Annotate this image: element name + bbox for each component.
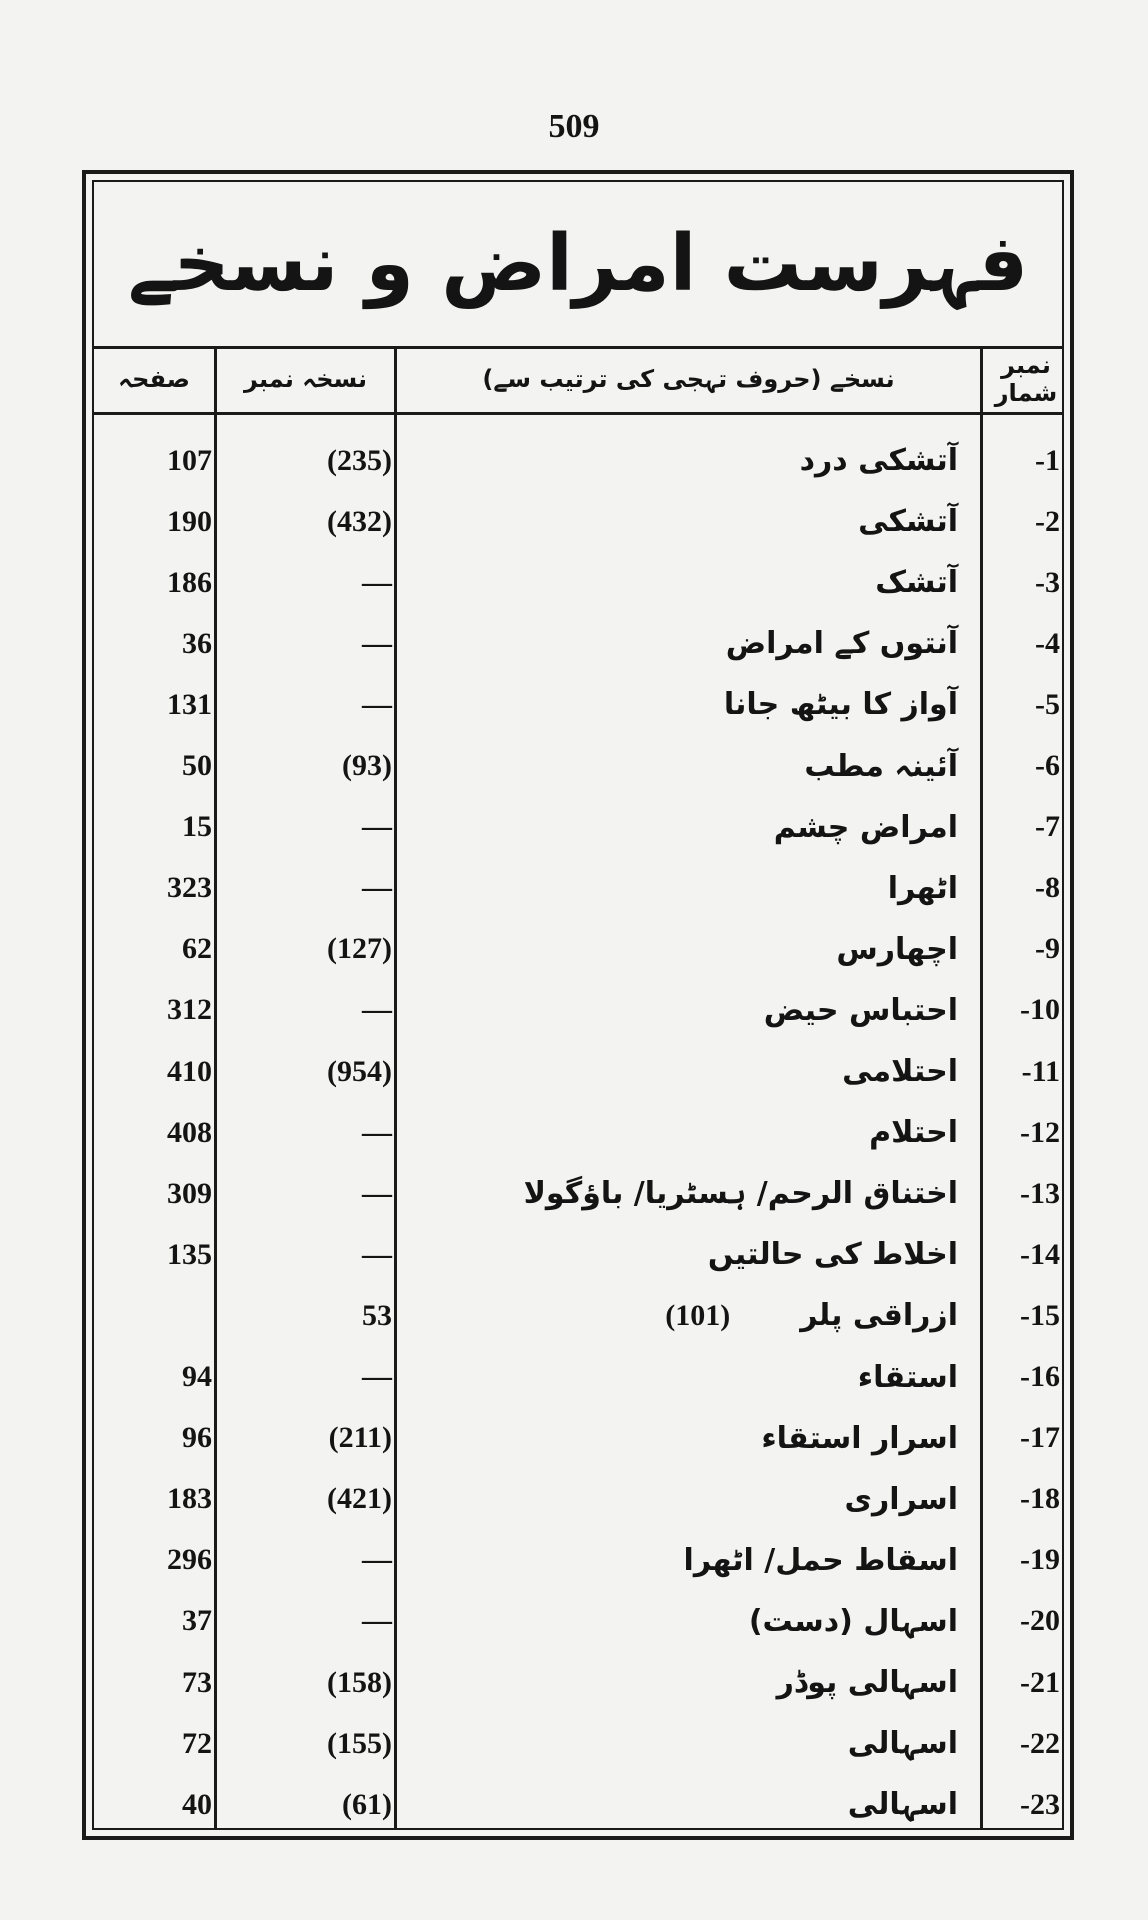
recipe-name: اسہالی پوڈر bbox=[776, 1665, 958, 1700]
recipe-number-cell: — bbox=[362, 993, 392, 1027]
recipe-name: اختناق الرحم/ ہسٹریا/ باؤگولا bbox=[523, 1176, 958, 1212]
recipe-name: احتباس حیض bbox=[763, 992, 958, 1028]
recipe-name-cell bbox=[404, 1102, 958, 1163]
serial-cell: -5 bbox=[1035, 687, 1060, 721]
table-row bbox=[94, 552, 1062, 613]
page-cell: 73 bbox=[182, 1665, 212, 1699]
recipe-number-cell: — bbox=[362, 871, 392, 905]
page-cell: 72 bbox=[182, 1726, 212, 1760]
header-recipes: نسخے (حروف تہجی کی ترتیب سے) bbox=[482, 365, 895, 393]
recipe-number-cell: (235) bbox=[327, 443, 392, 477]
recipe-number-cell: (954) bbox=[327, 1054, 392, 1088]
page-cell: 183 bbox=[167, 1482, 212, 1516]
serial-cell: -9 bbox=[1035, 932, 1060, 966]
table-row bbox=[94, 797, 1062, 858]
table-row bbox=[94, 736, 1062, 797]
recipe-name-extra: (101) bbox=[665, 1298, 731, 1332]
recipe-number-cell: (155) bbox=[327, 1726, 392, 1760]
recipe-name: اسقاط حمل/ اٹھرا bbox=[683, 1542, 958, 1578]
table-row bbox=[94, 1591, 1062, 1652]
serial-cell: -1 bbox=[1035, 443, 1060, 477]
page-cell: 131 bbox=[167, 687, 212, 721]
page-cell: 37 bbox=[182, 1604, 212, 1638]
table-row bbox=[94, 1102, 1062, 1163]
recipe-name-cell bbox=[404, 1408, 958, 1469]
serial-cell: -23 bbox=[1020, 1787, 1060, 1821]
recipe-number-cell: (211) bbox=[328, 1421, 392, 1455]
table-row bbox=[94, 674, 1062, 735]
table-row bbox=[94, 858, 1062, 919]
recipe-number-cell: (93) bbox=[342, 749, 392, 782]
serial-cell: -22 bbox=[1020, 1726, 1060, 1760]
recipe-name: اسراری bbox=[844, 1481, 958, 1517]
recipe-name-cell bbox=[404, 797, 958, 858]
header-recipe-number: نسخہ نمبر bbox=[244, 365, 367, 393]
recipe-name-cell bbox=[404, 1041, 958, 1102]
recipe-name-cell bbox=[404, 1774, 958, 1835]
page-cell: 15 bbox=[182, 810, 212, 844]
serial-cell: -18 bbox=[1020, 1482, 1060, 1516]
recipe-number-cell: (127) bbox=[327, 932, 392, 966]
serial-cell: -10 bbox=[1020, 993, 1060, 1027]
table-row bbox=[94, 1347, 1062, 1408]
table-row bbox=[94, 1652, 1062, 1713]
serial-cell: -8 bbox=[1035, 871, 1060, 905]
page-cell: 323 bbox=[167, 871, 212, 905]
serial-cell: -13 bbox=[1020, 1176, 1060, 1210]
recipe-name-cell bbox=[404, 552, 958, 613]
table-row bbox=[94, 491, 1062, 552]
recipe-name: ازراقی پلر bbox=[800, 1298, 958, 1334]
serial-cell: -20 bbox=[1020, 1604, 1060, 1638]
index-frame bbox=[82, 170, 1074, 1840]
recipe-name: احتلام bbox=[869, 1115, 958, 1151]
recipe-number-cell: — bbox=[362, 1543, 392, 1577]
recipe-name: آتشکی bbox=[858, 504, 958, 540]
recipe-name-cell bbox=[404, 858, 958, 919]
recipe-number-cell: — bbox=[362, 687, 392, 721]
recipe-name-cell bbox=[404, 919, 958, 980]
serial-cell: -19 bbox=[1020, 1543, 1060, 1577]
page-cell: 36 bbox=[182, 626, 212, 660]
serial-cell: -12 bbox=[1020, 1115, 1060, 1149]
recipe-number-cell: (432) bbox=[327, 504, 392, 538]
serial-cell: -11 bbox=[1021, 1054, 1060, 1088]
table-row bbox=[94, 1713, 1062, 1774]
recipe-name: آنتوں کے امراض bbox=[725, 626, 958, 662]
serial-cell: -21 bbox=[1020, 1665, 1060, 1699]
recipe-name-cell bbox=[404, 491, 958, 552]
title-box bbox=[94, 182, 1062, 349]
table-row bbox=[94, 613, 1062, 674]
recipe-number-cell: — bbox=[362, 810, 392, 844]
serial-cell: -3 bbox=[1035, 565, 1060, 599]
recipe-name: امراض چشم bbox=[773, 809, 958, 845]
recipe-name: اسرار استقاء bbox=[761, 1420, 958, 1456]
index-table bbox=[94, 346, 1062, 1828]
recipe-name-cell bbox=[404, 980, 958, 1041]
recipe-name-cell bbox=[404, 1652, 958, 1713]
recipe-name-cell bbox=[404, 1530, 958, 1591]
page-cell: 410 bbox=[167, 1054, 212, 1088]
recipe-number-cell: 53 bbox=[362, 1298, 392, 1332]
recipe-name: اسہالی bbox=[847, 1787, 958, 1823]
recipe-name: آئینہ مطب bbox=[804, 748, 958, 784]
index-inner-frame bbox=[92, 180, 1064, 1830]
recipe-name: اچھارس bbox=[836, 931, 958, 967]
recipe-number-cell: (61) bbox=[342, 1787, 392, 1821]
page-cell: 408 bbox=[167, 1115, 212, 1149]
recipe-name: اخلاط کی حالتیں bbox=[707, 1237, 958, 1273]
recipe-name: استقاء bbox=[857, 1359, 958, 1395]
recipe-name: آتشک bbox=[875, 565, 958, 601]
page-cell bbox=[94, 1285, 212, 1346]
recipe-number-cell: — bbox=[362, 1176, 392, 1210]
page-cell: 135 bbox=[167, 1237, 212, 1271]
table-row bbox=[94, 1041, 1062, 1102]
serial-cell: -7 bbox=[1035, 810, 1060, 844]
recipe-name-cell bbox=[404, 430, 958, 491]
recipe-name-cell bbox=[404, 736, 958, 797]
serial-cell: -4 bbox=[1035, 626, 1060, 660]
page-cell: 296 bbox=[167, 1543, 212, 1577]
recipe-name-cell bbox=[404, 1713, 958, 1774]
header-serial: نمبر شمار bbox=[994, 351, 1058, 407]
recipe-name-cell bbox=[404, 1163, 958, 1224]
page-number: 509 bbox=[548, 108, 600, 145]
recipe-name-cell bbox=[404, 674, 958, 735]
recipe-name: احتلامی bbox=[842, 1054, 958, 1089]
page-cell: 94 bbox=[182, 1360, 212, 1393]
table-row bbox=[94, 1163, 1062, 1224]
header-page: صفحہ bbox=[118, 365, 190, 393]
page-cell: 312 bbox=[167, 993, 212, 1027]
page-cell: 62 bbox=[182, 932, 212, 966]
recipe-number-cell: — bbox=[362, 626, 392, 660]
page-cell: 50 bbox=[182, 749, 212, 782]
serial-cell: -14 bbox=[1020, 1237, 1060, 1271]
table-row bbox=[94, 430, 1062, 491]
table-row bbox=[94, 1285, 1062, 1346]
recipe-number-cell: — bbox=[362, 1604, 392, 1638]
recipe-name-cell bbox=[404, 1224, 958, 1285]
page-cell: 107 bbox=[167, 443, 212, 477]
recipe-number-cell: — bbox=[362, 1237, 392, 1271]
page-cell: 96 bbox=[182, 1421, 212, 1455]
table-row bbox=[94, 1408, 1062, 1469]
table-header-row bbox=[94, 346, 1062, 415]
serial-cell: -15 bbox=[1020, 1298, 1060, 1332]
recipe-number-cell: — bbox=[362, 1115, 392, 1149]
recipe-name: اٹھرا bbox=[887, 870, 958, 906]
table-row bbox=[94, 919, 1062, 980]
table-row bbox=[94, 980, 1062, 1041]
recipe-name-cell bbox=[404, 613, 958, 674]
recipe-name-cell bbox=[404, 1285, 958, 1346]
page-cell: 309 bbox=[167, 1176, 212, 1210]
recipe-name: آواز کا بیٹھ جانا bbox=[723, 687, 958, 723]
table-row bbox=[94, 1469, 1062, 1530]
serial-cell: -2 bbox=[1035, 504, 1060, 538]
page-cell: 190 bbox=[167, 504, 212, 538]
recipe-number-cell: — bbox=[362, 565, 392, 599]
table-row bbox=[94, 1774, 1062, 1835]
table-row bbox=[94, 1530, 1062, 1591]
recipe-number-cell: (421) bbox=[327, 1482, 392, 1516]
recipe-name-cell bbox=[404, 1591, 958, 1652]
recipe-name-cell bbox=[404, 1347, 958, 1408]
recipe-name: آتشکی درد bbox=[799, 443, 958, 478]
recipe-name-cell bbox=[404, 1469, 958, 1530]
recipe-name: اسہالی bbox=[847, 1726, 958, 1762]
recipe-number-cell: (158) bbox=[327, 1665, 392, 1699]
page-title: فہرست امراض و نسخے bbox=[127, 219, 1029, 309]
page-cell: 186 bbox=[167, 565, 212, 599]
table-row bbox=[94, 1224, 1062, 1285]
serial-cell: -17 bbox=[1020, 1421, 1060, 1455]
page-cell: 40 bbox=[182, 1787, 212, 1821]
recipe-name: اسہال (دست) bbox=[748, 1603, 958, 1639]
recipe-number-cell: — bbox=[362, 1360, 392, 1393]
serial-cell: -6 bbox=[1035, 749, 1060, 782]
serial-cell: -16 bbox=[1020, 1360, 1060, 1393]
